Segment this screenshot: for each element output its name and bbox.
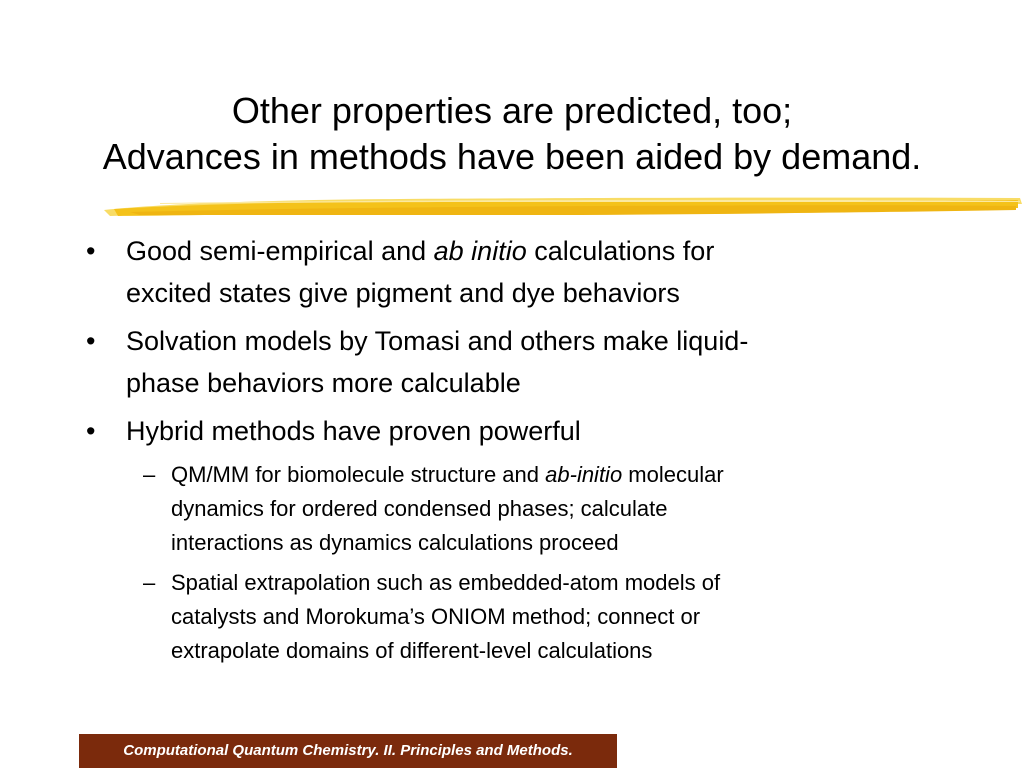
slide-title xyxy=(40,88,984,180)
bullet-dot: • xyxy=(86,326,96,356)
sub-bullet-item-1 xyxy=(143,458,906,560)
sub-bullet-1-text-italic: ab-initio xyxy=(545,462,623,487)
bullet-item-1 xyxy=(86,230,936,314)
bullet-item-3 xyxy=(86,410,936,452)
bullet-item-2 xyxy=(86,320,936,404)
bullet-1-line-2: excited states give pigment and dye behaviors xyxy=(126,278,680,308)
sub-bullet-1-line-2: dynamics for ordered condensed phases; calculate xyxy=(171,496,668,521)
sub-bullet-dash: – xyxy=(143,462,156,487)
brush-stroke-divider xyxy=(100,190,1024,226)
sub-bullet-2-line-3: extrapolate domains of different-level calculations xyxy=(171,638,653,663)
title-line-1: Other properties are predicted, too; xyxy=(231,90,793,131)
sub-bullet-1-text-pre: QM/MM for biomolecule structure and xyxy=(171,462,546,487)
sub-bullet-1-line-3: interactions as dynamics calculations proceed xyxy=(171,530,619,555)
bullet-1-text-post: calculations for xyxy=(526,236,715,266)
footer-banner xyxy=(79,734,617,768)
sub-bullet-1-line-1 xyxy=(171,458,906,492)
bullet-dot: • xyxy=(86,416,96,446)
bullet-1-line-1 xyxy=(126,230,936,272)
sub-bullet-dash: – xyxy=(143,570,156,595)
sub-bullet-2-line-1: Spatial extrapolation such as embedded-atom models of xyxy=(171,570,721,595)
bullet-2-line-1: Solvation models by Tomasi and others make liquid- xyxy=(126,326,749,356)
bullet-dot: • xyxy=(86,236,96,266)
footer-text: Computational Quantum Chemistry. II. Principles and Methods. xyxy=(123,742,573,759)
sub-bullet-item-2 xyxy=(143,566,906,668)
sub-bullet-2-line-2: catalysts and Morokuma’s ONIOM method; connect or xyxy=(171,604,701,629)
sub-bullet-1-text-post: molecular xyxy=(622,462,724,487)
bullet-1-text-pre: Good semi-empirical and xyxy=(126,236,434,266)
bullet-3-line-1: Hybrid methods have proven powerful xyxy=(126,416,581,446)
bullet-1-text-italic: ab initio xyxy=(433,236,527,266)
bullet-2-line-2: phase behaviors more calculable xyxy=(126,368,521,398)
title-line-2: Advances in methods have been aided by demand. xyxy=(102,136,922,177)
